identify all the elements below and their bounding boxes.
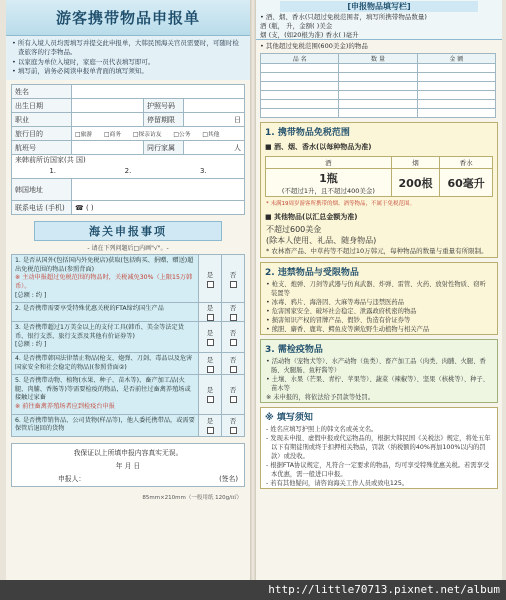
birth-field[interactable] [72,99,144,113]
no-label: 否 [229,270,237,279]
col-item-name: 品 名 [261,54,339,64]
stay-label: 停留期限 [144,113,184,127]
birth-label: 出生日期 [12,99,72,113]
question-text: 1. 是否从国外(包括国内外免税店)获取(包括购买、捐赠、赠送)超出免税范围的物品(参照背面) [15,257,194,273]
perfume-limit: 60毫升 [440,169,493,197]
purpose-options [72,127,245,141]
yes-checkbox[interactable] [207,281,214,288]
no-label: 否 [229,386,237,395]
passport-field[interactable] [184,99,245,113]
no-checkbox[interactable] [230,366,237,373]
table-cell[interactable] [261,73,339,82]
phone-field[interactable] [72,201,245,215]
question-text: 6. 是否携带销售品、公司货物(样品等)，他人委托携带品，或需要保管后退回的货物 [15,416,195,433]
yes-label: 是 [206,304,214,313]
instructions-title: ※ 填写须知 [265,413,313,423]
address-label: 韩国地址 [12,179,72,201]
other-goods-sub: ■ 其他物品(以汇总金额为准) [265,213,358,221]
pledge-date[interactable]: 年 月 日 [115,461,141,470]
country-slot: 3. [199,167,207,176]
table-cell[interactable] [417,73,495,82]
country-slot: 1. [49,167,56,176]
purpose-option[interactable]: □探亲访友 [132,132,162,139]
duty-free-table [265,156,493,197]
quarantine-section [260,339,498,403]
question-row [11,375,245,414]
companions-unit: 人 [234,143,241,152]
question-row [11,303,245,322]
address-field[interactable] [72,179,245,201]
instruction-item: - 姓名应填写护照上的韩文名或英文名。 [266,426,378,433]
instructions-section [260,407,498,489]
instruction-item: - 根据FTA协议规定，凡符合一定要求的物品，均可享受特殊优惠关税。若需享受本优惠，需一般进口申报。 [266,462,490,478]
prohibited-item: • 损害知识产权的冒牌产品、假钞、伪造有价证券等 [266,317,411,324]
duty-free-section [260,122,498,258]
question-text: 4. 是否携带韩国法律禁止物品(枪支、炮弹、刀剑、毒品以及危害国家安全和社会稳定的物品)(参照背面②) [15,354,193,371]
alcohol-limit: 1瓶 [319,172,338,185]
table-cell[interactable] [261,64,339,73]
passport-label: 护照号码 [144,99,184,113]
col-amount: 金 额 [417,54,495,64]
quarantine-title: 3. 需检疫物品 [265,345,323,355]
table-cell[interactable] [339,91,417,100]
table-cell[interactable] [417,91,495,100]
purpose-option[interactable]: □旅游 [75,132,93,139]
yes-checkbox[interactable] [207,366,214,373]
flight-field[interactable] [72,141,144,155]
phone-label: 联系电话 (手机) [12,201,72,215]
declaration-front [6,0,250,580]
intro-notes [6,36,250,80]
question-text: 5. 是否携带动物、植物(水果、种子、苗木等)、畜产加工品(火腿、肉脯、香肠等)等需要检疫的物品，是否前往过畜禽养殖场或接触过家畜 [15,377,191,402]
occupation-field[interactable] [72,113,144,127]
table-cell[interactable] [261,100,339,109]
col-cigarettes: 烟 [391,157,439,169]
purpose-label: 旅行目的 [12,127,72,141]
declared-items-panel [256,0,502,40]
yes-label: 是 [206,417,214,426]
table-cell[interactable] [261,91,339,100]
col-perfume: 香水 [440,157,493,169]
customs-section-title: 海关申报事项 [34,221,222,241]
table-cell[interactable] [417,100,495,109]
no-checkbox[interactable] [230,314,237,321]
other-items-label: • 其他超过免税范围(600美金)的物品 [260,42,368,50]
declared-items-line: • 酒、烟、香水(只超过免税范围者，填写所携带物品数量) [260,13,427,21]
yes-label: 是 [206,355,214,364]
phone-parens: ( ) [85,203,94,212]
form-title: 游客携带物品申报单 [6,0,250,36]
pledge-signer: 申报人： [58,474,86,483]
personal-info-table [11,84,245,215]
intro-line: • 所有入境人员均需填写并提交此申报单，大韩民国海关官员需要时，可随时检查旅客的行李物品。 [12,39,239,57]
no-checkbox[interactable] [230,427,237,434]
amount-exclusion: (除本人使用、礼品、随身物品) [266,236,377,245]
table-cell[interactable] [339,109,417,118]
no-label: 否 [229,417,237,426]
cigarette-limit: 200根 [391,169,439,197]
quarantine-item: • 土壤、水果（芒果、青柠、苹果等）、蔬菜（辣椒等）、坚果（核桃等）、种子、苗木等 [266,376,489,392]
yes-label: 是 [206,386,214,395]
yes-checkbox[interactable] [207,396,214,403]
col-alcohol: 酒 [266,157,392,169]
farm-note: * 农林畜产品、中草药等不超过10万韩元，每种物品的数量与重量有所限制。 [266,247,488,255]
table-cell[interactable] [261,82,339,91]
declared-items-line: 烟 (支，(如20根为准) 香水( )毫升 [260,31,359,39]
intro-line: • 填写前，请务必阅读申报单背面的填写须知。 [12,66,148,75]
purpose-option[interactable]: □公务 [173,132,191,139]
yes-label: 是 [206,329,214,338]
stay-unit: 日 [234,115,241,124]
country-slot: 2. [124,167,132,176]
question-row [11,254,245,303]
question-list [6,254,250,437]
name-field[interactable] [72,85,245,99]
amount-limit: 不超过600美金 [266,225,322,234]
flight-label: 航班号 [12,141,72,155]
prohibited-item: • 枪支、炮弹、刀剑等武器与仿真武器、炸弹、雷管、火药、放射性物质、窃听装置等 [266,281,486,297]
quarantine-item: ※ 未申报的，将依法给予罚款等处罚。 [266,394,375,401]
prohibited-item: • 熊胆、麝香、鹿茸、鳄鱼皮等濒危野生动植物与相关产品 [266,326,430,333]
countries-label: 来韩前所访国家(共 国) [15,156,86,165]
no-checkbox[interactable] [230,339,237,346]
declaration-back [256,0,502,580]
prohibited-item: • 冰毒、鸦片、海洛因、大麻等毒品与违禁医药品 [266,299,404,306]
question-text: 3. 是否携带超过1万美金以上的支付工具(韩币、美金等法定货币、银行支票、旅行支票及其他有价证券等) [15,324,184,340]
purpose-option[interactable]: □其他 [202,132,220,139]
pledge-text: 我保证以上所填申报内容真实无误。 [73,448,183,457]
yes-checkbox[interactable] [207,427,214,434]
col-quantity: 数 量 [339,54,417,64]
question-note: ※ 主动申报超过免税范围的物品时，关税减免30%（上限15万韩币）。 [15,274,193,290]
question-row [11,322,245,353]
pledge-box [11,443,245,487]
no-checkbox[interactable] [230,396,237,403]
question-extra: [总额 : 约 ] [15,291,47,299]
no-label: 否 [229,355,237,364]
question-row [11,353,245,375]
countries-field[interactable] [12,155,245,179]
yes-checkbox[interactable] [207,339,214,346]
companions-field[interactable] [184,141,245,155]
name-label: 姓名 [12,85,72,99]
question-row [11,415,245,437]
quarantine-item: • 活动物（宠物犬等）、水产动物（鱼类）、畜产加工品（肉类、肉脯、火腿、香肠、火腿肠、鱼籽酱等） [266,358,486,374]
table-cell[interactable] [339,82,417,91]
table-cell[interactable] [417,64,495,73]
alcohol-note: (不超过1升，且不超过400美金) [281,187,375,195]
declared-items-header: [申报物品填写栏] [280,1,478,12]
yes-label: 是 [206,270,214,279]
duty-free-title: 1. 携带物品免税范围 [265,128,350,138]
yes-checkbox[interactable] [207,314,214,321]
no-checkbox[interactable] [230,281,237,288]
table-cell[interactable] [417,82,495,91]
watermark-url: http://little70713.pixnet.net/album [0,580,506,600]
question-note: ※ 前往畜禽养殖场者应到检疫台申报 [15,402,115,410]
table-cell[interactable] [339,73,417,82]
declared-items-line: 酒 (瓶， 升，金额( )美金 [260,22,333,30]
question-extra: [总额 : 约 ] [15,341,47,349]
no-label: 否 [229,304,237,313]
table-cell[interactable] [339,64,417,73]
table-cell[interactable] [417,109,495,118]
phone-icon: ☎ [75,203,84,212]
age-note: * 未满19周岁游客所携带的烟、酒等物品，不属于免税范围。 [266,201,415,207]
stay-field[interactable] [184,113,245,127]
occupation-label: 职业 [12,113,72,127]
table-cell[interactable] [261,109,339,118]
companions-label: 同行家属 [144,141,184,155]
prohibited-item: • 危害国家安全、破坏社会稳定、泄露政府机密的物品 [266,308,417,315]
size-note: 85mm×210mm（一般用纸 120g/㎡） [142,494,242,501]
purpose-option[interactable]: □商务 [103,132,122,139]
duty-free-sub: ■ 酒、烟、香水(以每种物品为准) [265,143,372,151]
question-text: 2. 是否携带需要享受特殊优惠关税的FTA缔约国生产品 [15,305,164,313]
prohibited-title: 2. 违禁物品与受限物品 [265,268,359,278]
prohibited-section [260,262,498,335]
no-label: 否 [229,329,237,338]
instruction-item: - 若有其他疑问，请咨询海关工作人员或致电125。 [266,480,409,487]
customs-section-sub: - 请在下列问题后□内画"√"。- [87,245,169,253]
table-cell[interactable] [339,100,417,109]
instruction-item: - 发现未申报、虚假申报或代运物品的，根据大韩民国《关税法》规定，将处五年以下有期徒刑或终于扣押相关物品，罚款（纳税额的40%再加100%以内的罚款）或没收。 [266,435,491,460]
intro-line: • 以家庭为单位入境时，家庭一员代表填写即可。 [12,57,155,66]
declared-items-table [260,53,496,118]
pledge-seal[interactable]: (签名) [219,474,238,483]
